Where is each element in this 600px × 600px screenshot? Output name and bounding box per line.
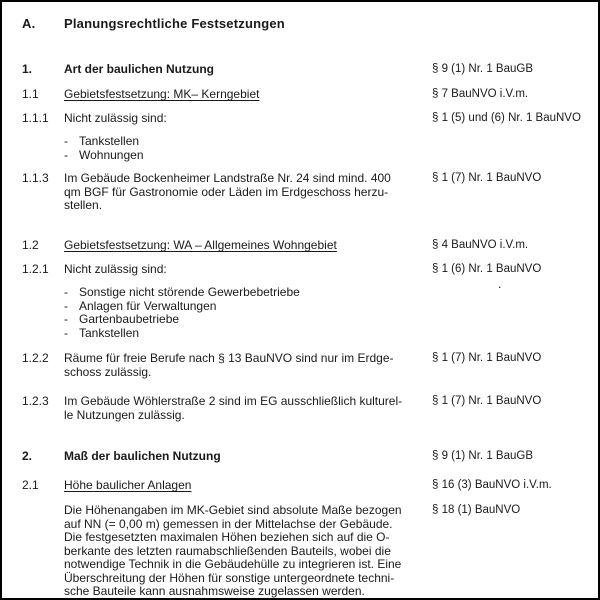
paragraph-line: notwendige Technik in die Gebäudehülle zu integrieren ist. Eine	[64, 557, 402, 571]
clause-number: 2.1	[22, 478, 39, 492]
legal-reference: § 1 (7) Nr. 1 BauNVO	[432, 352, 542, 364]
legal-reference: § 18 (1) BauNVO	[432, 504, 521, 516]
clause-number: 2.	[22, 449, 33, 463]
list-dash: -	[64, 148, 68, 162]
list-dash: -	[64, 312, 68, 326]
clause-title: Maß der baulichen Nutzung	[64, 449, 221, 463]
list-item-text: Tankstellen	[79, 134, 140, 148]
list-dash: -	[64, 326, 68, 340]
paragraph-line: auf NN (= 0,00 m) gemessen in der Mittelachse der Gebäude.	[64, 516, 393, 531]
clause-title: Höhe baulicher Anlagen	[64, 478, 192, 492]
paragraph-line: Die Höhenangaben im MK-Gebiet sind absolute Maße bezogen	[64, 503, 402, 517]
paragraph-line: qm BGF für Gastronomie oder Läden im Erdgeschoss herzu-	[64, 184, 389, 199]
legal-reference: § 4 BauNVO i.V.m.	[432, 239, 529, 251]
clause-title: Gebietsfestsetzung: WA – Allgemeines Wohngebiet	[64, 238, 337, 252]
paragraph-line: Überschreitung der Höhen für sonstige untergeordnete techni-	[64, 570, 395, 585]
clause-number: 1.2.2	[22, 351, 49, 365]
clause-number: 1.	[22, 62, 33, 76]
list-item-text: Anlagen für Verwaltungen	[79, 299, 217, 313]
clause-title: Art der baulichen Nutzung	[64, 62, 214, 76]
clause-number: 1.1.3	[22, 171, 49, 185]
legal-reference: § 9 (1) Nr. 1 BauGB	[432, 63, 533, 75]
paragraph-line: le Nutzungen zulässig.	[64, 407, 185, 422]
clause-paragraph	[64, 352, 394, 379]
list-item-text: Gartenbaubetriebe	[79, 312, 180, 326]
clause-paragraph	[64, 504, 402, 599]
paragraph-line: sche Bauteile kann ausnahmsweise zugelassen werden.	[64, 584, 365, 598]
legal-reference: § 7 BauNVO i.V.m.	[432, 88, 529, 100]
paragraph-line: berkante des letzten raumabschließenden Bauteils, wobei die	[64, 543, 391, 558]
legal-reference: § 16 (3) BauNVO i.V.m.	[432, 479, 552, 491]
list-dash: -	[64, 285, 68, 299]
list-item-text: Wohnungen	[79, 148, 144, 162]
clause-number: 1.1.1	[22, 111, 49, 125]
stray-dot: .	[498, 277, 502, 291]
clause-number: 1.2.3	[22, 394, 49, 408]
clause-text: Nicht zulässig sind:	[64, 111, 167, 125]
paragraph-line: schoss zulässig.	[64, 364, 152, 379]
section-letter: A.	[22, 16, 36, 31]
legal-reference: § 1 (7) Nr. 1 BauNVO	[432, 395, 542, 407]
paragraph-line: Die festgesetzten maximalen Höhen beziehen sich auf die O-	[64, 530, 390, 544]
list-item-text: Sonstige nicht störende Gewerbebetriebe	[79, 285, 300, 299]
list-dash: -	[64, 299, 68, 313]
clause-paragraph	[64, 172, 391, 213]
paragraph-line: stellen.	[64, 198, 103, 212]
legal-reference: § 1 (5) und (6) Nr. 1 BauNVO	[432, 112, 581, 124]
section-title: Planungsrechtliche Festsetzungen	[64, 16, 285, 31]
list-dash: -	[64, 134, 68, 148]
clause-title: Gebietsfestsetzung: MK– Kerngebiet	[64, 87, 260, 101]
legal-reference: § 1 (6) Nr. 1 BauNVO	[432, 263, 542, 275]
clause-number: 1.2.1	[22, 262, 49, 276]
paragraph-line: Im Gebäude Bockenheimer Landstraße Nr. 24 sind mind. 400	[64, 171, 391, 185]
clause-text: Nicht zulässig sind:	[64, 262, 167, 276]
clause-number: 1.2	[22, 238, 39, 252]
paragraph-line: Im Gebäude Wöhlerstraße 2 sind im EG ausschließlich kulturel-	[64, 394, 403, 408]
clause-number: 1.1	[22, 87, 39, 101]
legal-reference: § 9 (1) Nr. 1 BauGB	[432, 450, 533, 462]
legal-reference: § 1 (7) Nr. 1 BauNVO	[432, 172, 542, 184]
list-item-text: Tankstellen	[79, 326, 140, 340]
clause-paragraph	[64, 395, 402, 422]
paragraph-line: Räume für freie Berufe nach § 13 BauNVO sind nur im Erdge-	[64, 351, 394, 365]
